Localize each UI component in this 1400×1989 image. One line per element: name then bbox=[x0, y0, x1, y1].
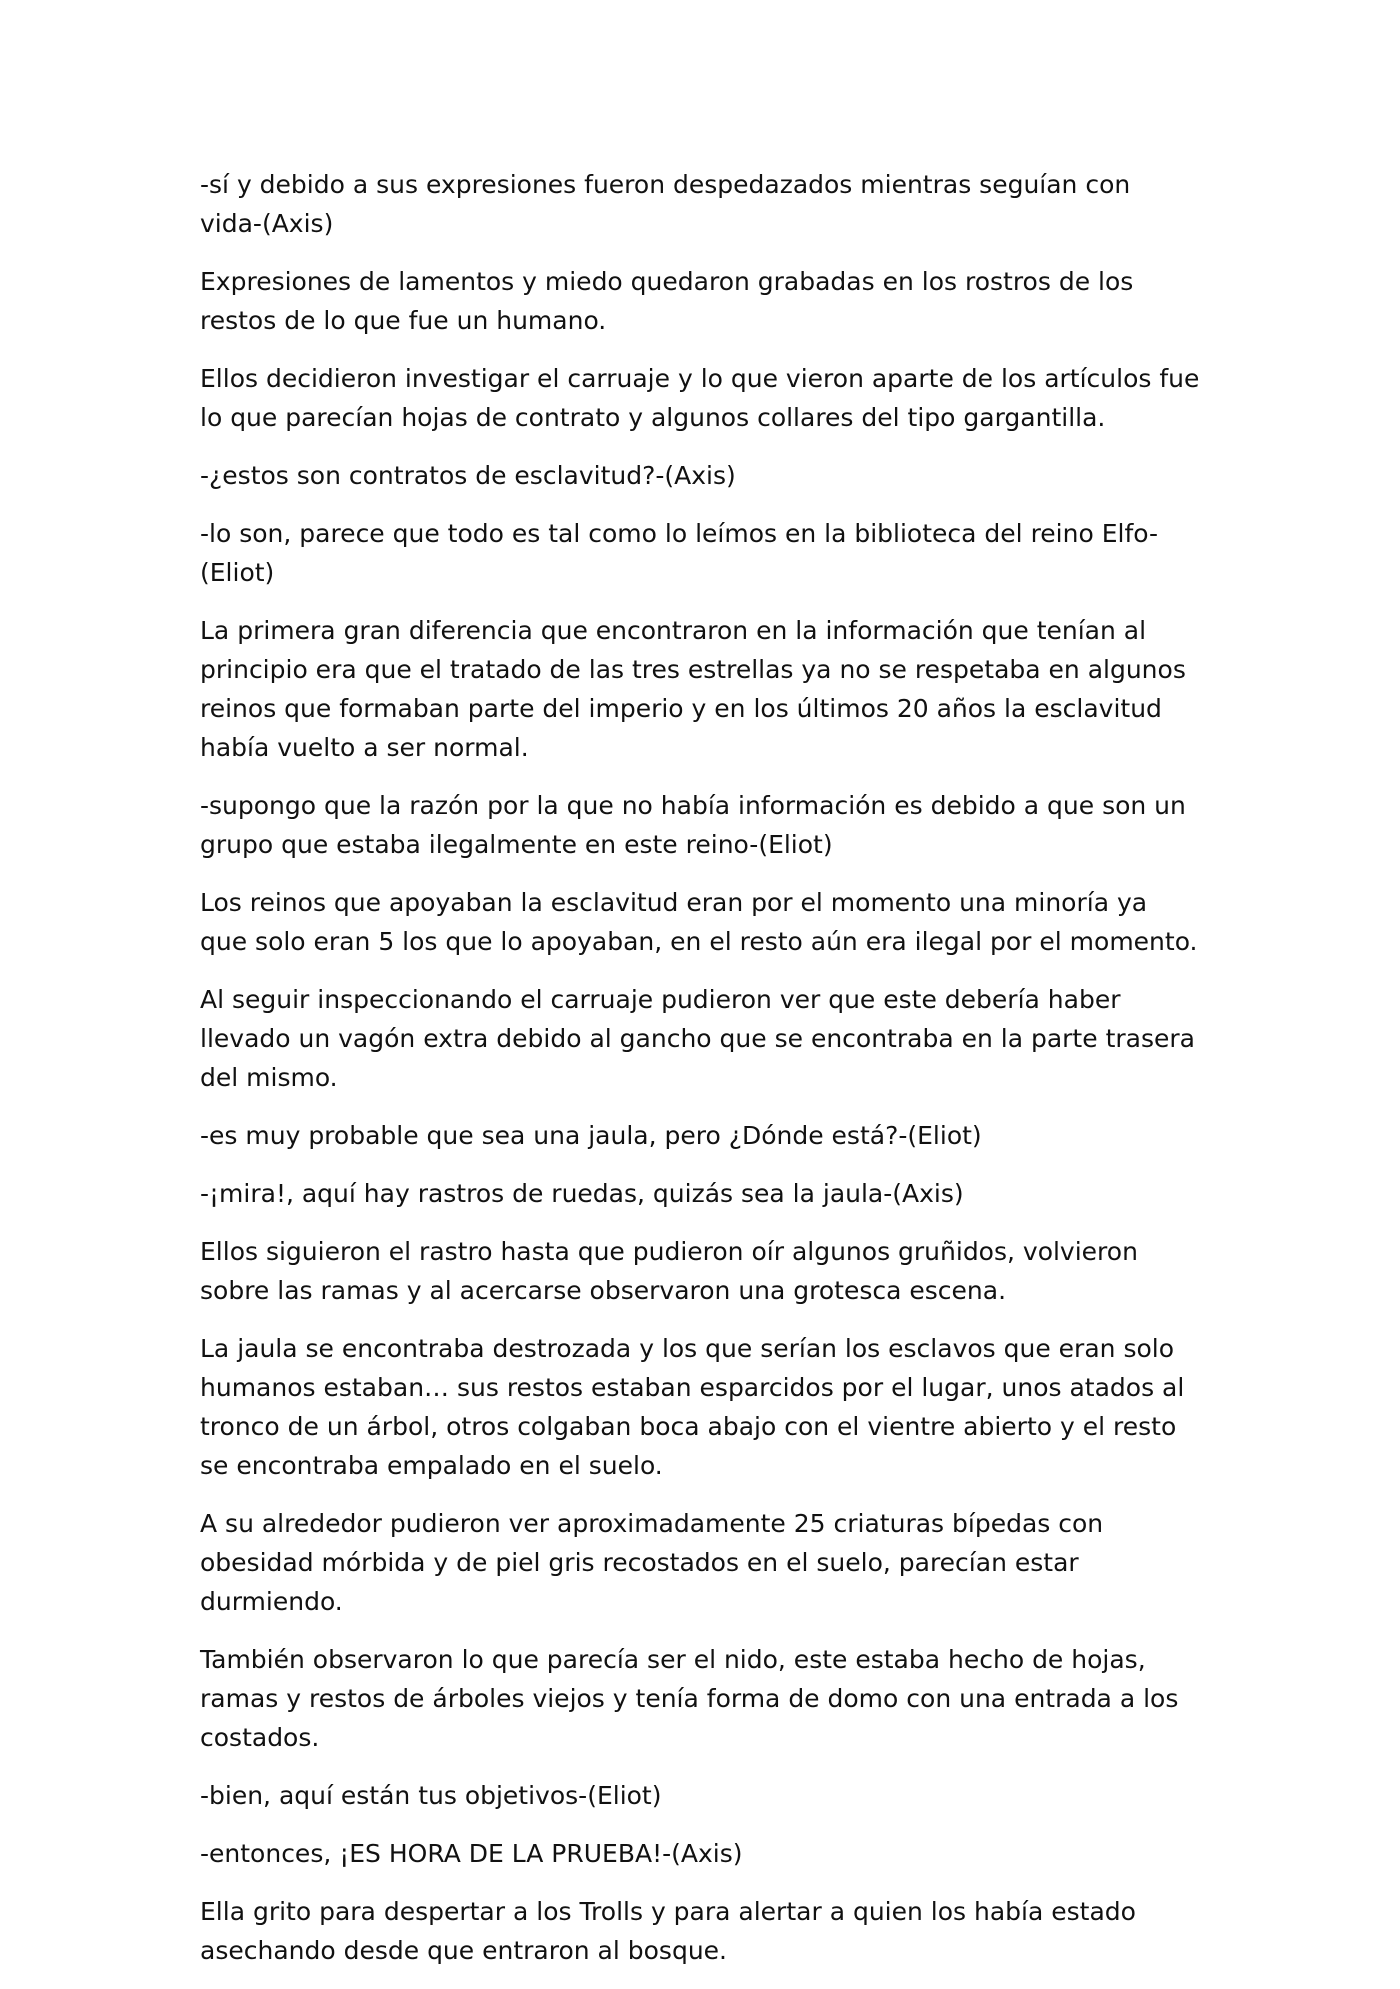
document-page bbox=[200, 165, 1200, 1989]
paragraph: -bien, aquí están tus objetivos-(Eliot) bbox=[200, 1781, 662, 1810]
paragraph: Ellos siguieron el rastro hasta que pudieron oír algunos gruñidos, volvieron sobre las ramas y al acercarse observaron una grotesca escena. bbox=[200, 1237, 1138, 1305]
paragraph: -entonces, ¡ES HORA DE LA PRUEBA!-(Axis) bbox=[200, 1839, 743, 1868]
paragraph: -es muy probable que sea una jaula, pero ¿Dónde está?-(Eliot) bbox=[200, 1121, 982, 1150]
paragraph: -supongo que la razón por la que no había información es debido a que son un grupo que estaba ilegalmente en este reino-(Eliot) bbox=[200, 791, 1186, 859]
paragraph: -¡mira!, aquí hay rastros de ruedas, quizás sea la jaula-(Axis) bbox=[200, 1179, 964, 1208]
paragraph: -¿estos son contratos de esclavitud?-(Axis) bbox=[200, 461, 736, 490]
paragraph: Expresiones de lamentos y miedo quedaron grabadas en los rostros de los restos de lo que fue un humano. bbox=[200, 267, 1134, 335]
paragraph: -sí y debido a sus expresiones fueron despedazados mientras seguían con vida-(Axis) bbox=[200, 170, 1131, 238]
paragraph: A su alrededor pudieron ver aproximadamente 25 criaturas bípedas con obesidad mórbida y de piel gris recostados en el suelo, parecían estar durmiendo. bbox=[200, 1509, 1104, 1616]
paragraph: La jaula se encontraba destrozada y los que serían los esclavos que eran solo humanos estaban… sus restos estaban esparcidos por el lugar, unos atados al tronco de un árbol, otros colgaban boca abajo con el vientre abierto y el resto se encontraba empalado en el suelo. bbox=[200, 1334, 1185, 1480]
paragraph: La primera gran diferencia que encontraron en la información que tenían al principio era que el tratado de las tres estrellas ya no se respetaba en algunos reinos que formaban parte del imperio y en los últimos 20 años la esclavitud había vuelto a ser normal. bbox=[200, 616, 1186, 762]
paragraph: Ellos decidieron investigar el carruaje y lo que vieron aparte de los artículos fue lo que parecían hojas de contrato y algunos collares del tipo gargantilla. bbox=[200, 364, 1200, 432]
paragraph: -lo son, parece que todo es tal como lo leímos en la biblioteca del reino Elfo-(Eliot) bbox=[200, 519, 1159, 587]
paragraph: También observaron lo que parecía ser el nido, este estaba hecho de hojas, ramas y restos de árboles viejos y tenía forma de domo con una entrada a los costados. bbox=[200, 1645, 1179, 1752]
paragraph: Los reinos que apoyaban la esclavitud eran por el momento una minoría ya que solo eran 5 los que lo apoyaban, en el resto aún era ilegal por el momento. bbox=[200, 888, 1198, 956]
paragraph: Al seguir inspeccionando el carruaje pudieron ver que este debería haber llevado un vagón extra debido al gancho que se encontraba en la parte trasera del mismo. bbox=[200, 985, 1195, 1092]
paragraph: Ella grito para despertar a los Trolls y para alertar a quien los había estado asechando desde que entraron al bosque. bbox=[200, 1897, 1136, 1965]
